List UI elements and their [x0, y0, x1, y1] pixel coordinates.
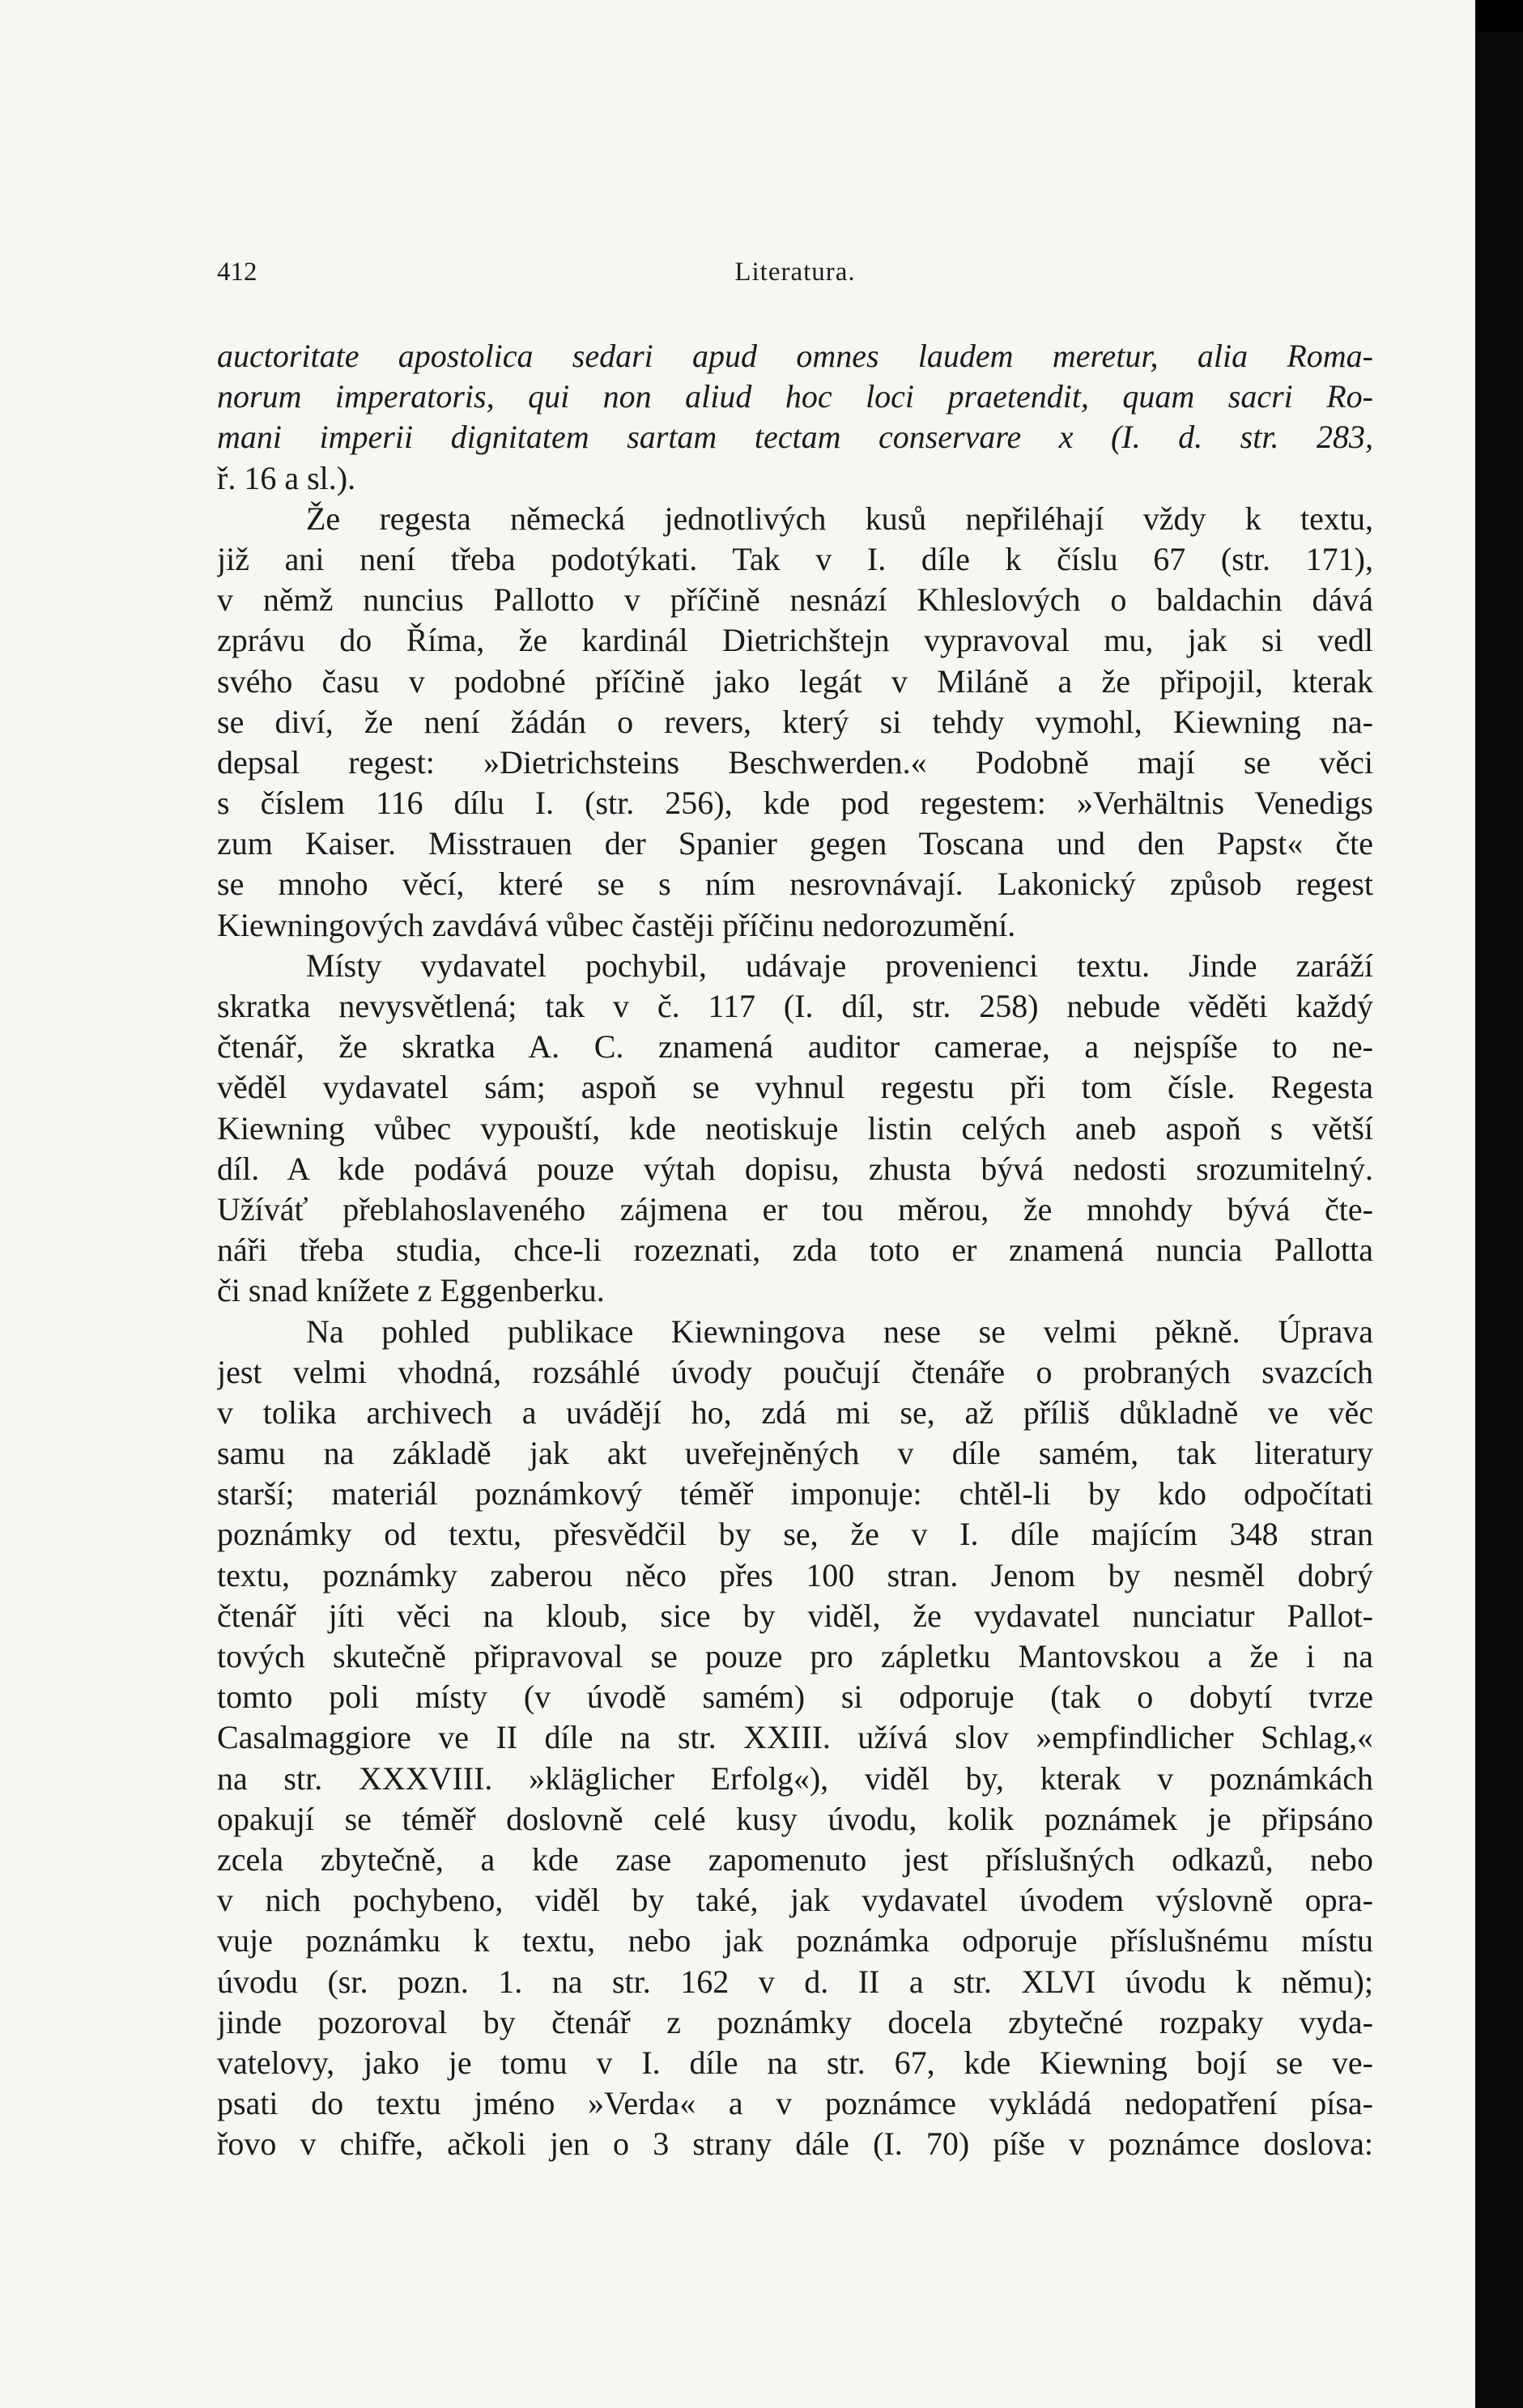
text-line: psati do textu jméno »Verda« a v poznámce vykládá nedopatření písa- [217, 2085, 1373, 2122]
section-title: Literatura. [734, 257, 856, 287]
text-line: ř. 16 a sl.). [217, 459, 356, 496]
text-line: na str. XXXVIII. »kläglicher Erfolg«), viděl by, kterak v poznámkách [217, 1759, 1373, 1797]
text-line: v nich pochybeno, viděl by také, jak vydavatel úvodem výslovně opra- [217, 1882, 1373, 1919]
scan-border [1475, 32, 1523, 2408]
paragraph-start-line: Že regesta německá jednotlivých kusů nepřiléhají vždy k textu, [306, 500, 1373, 537]
paragraph-start-line: Na pohled publikace Kiewningova nese se velmi pěkně. Úprava [306, 1312, 1373, 1350]
text-line: tomto poli místy (v úvodě samém) si odporuje (tak o dobytí tvrze [217, 1678, 1373, 1716]
text-line: depsal regest: »Dietrichsteins Beschwerden.« Podobně mají se věci [217, 743, 1373, 781]
text-line: Užíváť přeblahoslaveného zájmena er tou měrou, že mnohdy bývá čte- [217, 1190, 1373, 1227]
text-line: norum imperatoris, qui non aliud hoc loci praetendit, quam sacri Ro- [217, 378, 1373, 415]
text-line: vatelovy, jako je tomu v I. díle na str. 67, kde Kiewning bojí se ve- [217, 2044, 1373, 2081]
text-line: Kiewningových zavdává vůbec častěji příčinu nedorozumění. [217, 906, 1016, 943]
text-line: či snad knížete z Eggenberku. [217, 1272, 605, 1309]
text-line: náři třeba studia, chce-li rozeznati, zda toto er znamená nuncia Pallotta [217, 1232, 1373, 1269]
page-number: 412 [217, 257, 257, 287]
body-text [217, 336, 1373, 2164]
text-line: Casalmaggiore ve II díle na str. XXIII. užívá slov »empfindlicher Schlag,« [217, 1719, 1373, 1756]
text-line: starší; materiál poznámkový téměř imponuje: chtěl-li by kdo odpočítati [217, 1475, 1373, 1512]
text-line: řovo v chifře, ačkoli jen o 3 strany dále (I. 70) píše v poznámce doslova: [217, 2125, 1373, 2163]
text-line: s číslem 116 dílu I. (str. 256), kde pod regestem: »Verhältnis Venedigs [217, 785, 1373, 822]
text-line: tových skutečně připravoval se pouze pro zápletku Mantovskou a že i na [217, 1638, 1373, 1674]
text-line: Kiewning vůbec vypouští, kde neotiskuje listin celých aneb aspoň s větší [217, 1109, 1373, 1147]
text-line: čtenář, že skratka A. C. znamená auditor camerae, a nejspíše to ne- [217, 1028, 1373, 1066]
paragraph-start-line: Místy vydavatel pochybil, udávaje provenienci textu. Jinde zaráží [306, 947, 1373, 984]
text-line: jest velmi vhodná, rozsáhlé úvody poučují čtenáře o probraných svazcích [217, 1353, 1373, 1390]
text-line: věděl vydavatel sám; aspoň se vyhnul regestu při tom čísle. Regesta [217, 1069, 1373, 1106]
text-line: poznámky od textu, přesvědčil by se, že v I. díle majícím 348 stran [217, 1516, 1373, 1553]
text-line: zcela zbytečně, a kde zase zapomenuto jest příslušných odkazů, nebo [217, 1840, 1373, 1878]
text-line: v němž nuncius Pallotto v příčině nesnází Khleslových o baldachin dává [217, 581, 1373, 619]
text-line: v tolika archivech a uvádějí ho, zdá mi se, až příliš důkladně ve věc [217, 1393, 1373, 1431]
text-line: samu na základě jak akt uveřejněných v díle samém, tak literatury [217, 1435, 1373, 1472]
running-head [217, 257, 1373, 306]
text-line: se mnoho věcí, které se s ním nesrovnávají. Lakonický způsob regest [217, 866, 1373, 903]
text-line: jinde pozoroval by čtenář z poznámky docela zbytečné rozpaky vyda- [217, 2003, 1373, 2040]
text-line: skratka nevysvětlená; tak v č. 117 (I. díl, str. 258) nebude věděti každý [217, 988, 1373, 1024]
text-line: auctoritate apostolica sedari apud omnes laudem meretur, alia Roma- [217, 338, 1373, 374]
text-line: svého času v podobné příčině jako legát v Miláně a že připojil, kterak [217, 662, 1373, 700]
text-line: čtenář jíti věci na kloub, sice by viděl, že vydavatel nunciatur Pallot- [217, 1597, 1373, 1634]
text-line: mani imperii dignitatem sartam tectam conservare x (I. d. str. 283, [217, 419, 1373, 456]
text-line: vuje poznámku k textu, nebo jak poznámka odporuje příslušnému místu [217, 1922, 1373, 1959]
text-line: opakují se téměř doslovně celé kusy úvodu, kolik poznámek je připsáno [217, 1800, 1373, 1837]
text-line: zprávu do Říma, že kardinál Dietrichštejn vypravoval mu, jak si vedl [217, 622, 1373, 659]
text-line: zum Kaiser. Misstrauen der Spanier gegen Toscana und den Papst« čte [217, 825, 1373, 862]
text-line: textu, poznámky zaberou něco přes 100 stran. Jenom by nesměl dobrý [217, 1556, 1373, 1593]
text-line: již ani není třeba podotýkati. Tak v I. díle k číslu 67 (str. 171), [217, 540, 1373, 577]
text-line: úvodu (sr. pozn. 1. na str. 162 v d. II a str. XLVI úvodu k němu); [217, 1963, 1373, 2000]
text-line: díl. A kde podává pouze výtah dopisu, zhusta bývá nedosti srozumitelný. [217, 1150, 1373, 1187]
text-line: se diví, že není žádán o revers, který si tehdy vymohl, Kiewning na- [217, 703, 1373, 740]
